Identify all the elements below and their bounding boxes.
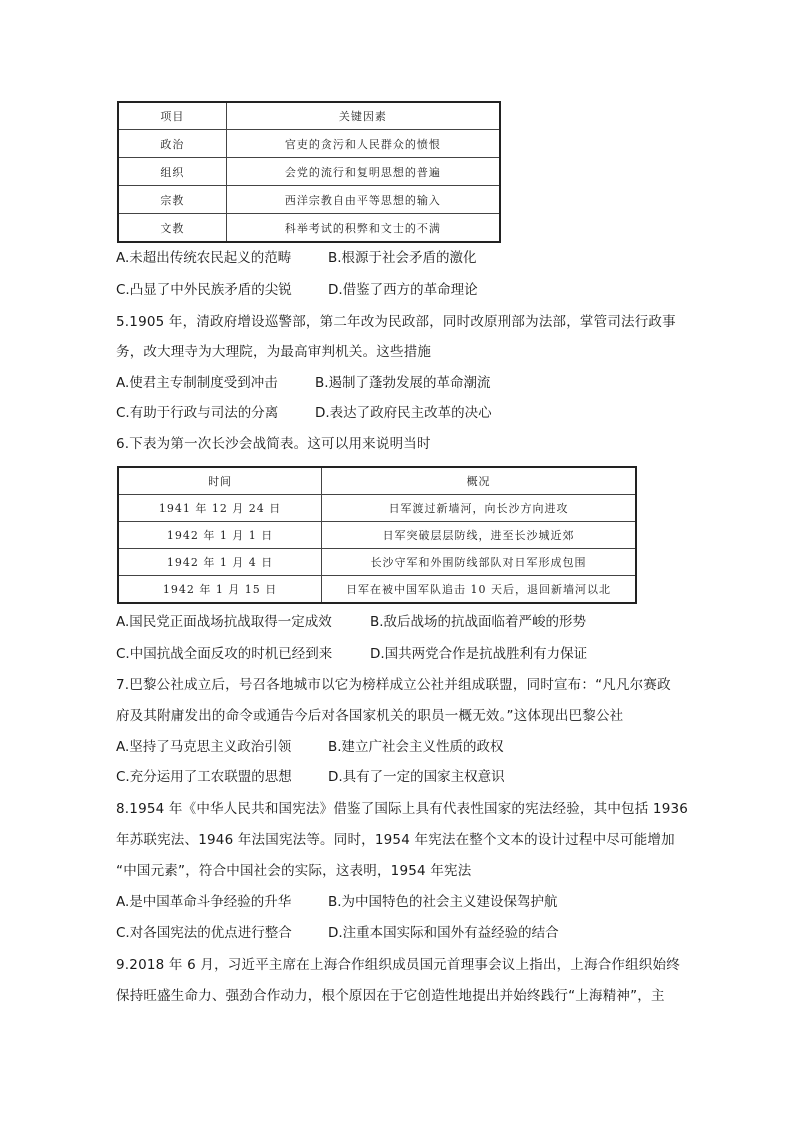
q8-stem-line-2: 年苏联宪法、1946 年法国宪法等。同时，1954 年宪法在整个文本的设计过程中尽可能增加 bbox=[116, 832, 675, 848]
q8-stem-line-1: 8.1954 年《中华人民共和国宪法》借鉴了国际上具有代表性国家的宪法经验，其中包括 1936 bbox=[116, 801, 689, 817]
table-header-cell: 项目 bbox=[118, 102, 226, 130]
q4-option-d: D.借鉴了西方的革命理论 bbox=[328, 282, 478, 298]
table-cell: 1941 年 12 月 24 日 bbox=[118, 495, 322, 522]
table-row bbox=[118, 158, 500, 186]
table-cell: 日军渡过新墙河，向长沙方向进攻 bbox=[322, 495, 636, 522]
q5-stem-line-1: 5.1905 年，清政府增设巡警部，第二年改为民政部，同时改原刑部为法部，掌管司法行政事 bbox=[116, 314, 676, 330]
q9-stem-line-1: 9.2018 年 6 月，习近平主席在上海合作组织成员国元首理事会议上指出，上海合作组织始终 bbox=[116, 957, 680, 973]
q4-option-a: A.未超出传统农民起义的范畴 bbox=[116, 250, 292, 266]
table-cell: 1942 年 1 月 15 日 bbox=[118, 576, 322, 604]
q5-option-b: B.遏制了蓬勃发展的革命潮流 bbox=[315, 375, 491, 391]
q7-stem-line-1: 7.巴黎公社成立后，号召各地城市以它为榜样成立公社并组成联盟，同时宣布：“凡凡尔赛政 bbox=[116, 677, 671, 693]
q8-option-c: C.对各国宪法的优点进行整合 bbox=[116, 925, 292, 941]
q7-option-a: A.坚持了马克思主义政治引领 bbox=[116, 739, 292, 755]
q6-option-c: C.中国抗战全面反攻的时机已经到来 bbox=[116, 646, 333, 662]
q6-option-b: B.敌后战场的抗战面临着严峻的形势 bbox=[370, 614, 587, 630]
table-cell: 西洋宗教自由平等思想的输入 bbox=[226, 186, 500, 214]
q5-option-c: C.有助于行政与司法的分离 bbox=[116, 405, 279, 421]
table-row bbox=[118, 549, 636, 576]
table-cell: 文教 bbox=[118, 214, 226, 243]
q6-option-d: D.国共两党合作是抗战胜利有力保证 bbox=[370, 646, 588, 662]
table-header-cell: 概况 bbox=[322, 467, 636, 495]
table-header-row bbox=[118, 467, 636, 495]
q8-option-d: D.注重本国实际和国外有益经验的结合 bbox=[328, 925, 559, 941]
q4-option-c: C.凸显了中外民族矛盾的尖锐 bbox=[116, 282, 292, 298]
table-cell: 宗教 bbox=[118, 186, 226, 214]
table-row bbox=[118, 186, 500, 214]
table-cell: 科举考试的积弊和文士的不满 bbox=[226, 214, 500, 243]
q7-stem-line-2: 府及其附庸发出的命令或通告今后对各国家机关的职员一概无效。”这体现出巴黎公社 bbox=[116, 708, 624, 724]
q7-option-c: C.充分运用了工农联盟的思想 bbox=[116, 769, 292, 785]
table-cell: 官吏的贪污和人民群众的愤恨 bbox=[226, 130, 500, 158]
table-row bbox=[118, 576, 636, 604]
q9-stem-line-2: 保持旺盛生命力、强劲合作动力，根个原因在于它创造性地提出并始终践行“上海精神”，主 bbox=[116, 988, 665, 1004]
table-header-row bbox=[118, 102, 500, 130]
changsha-battle-table bbox=[117, 466, 637, 604]
table-row bbox=[118, 522, 636, 549]
q7-option-d: D.具有了一定的国家主权意识 bbox=[328, 769, 505, 785]
table-row bbox=[118, 214, 500, 243]
table-cell: 日军突破层层防线，进至长沙城近郊 bbox=[322, 522, 636, 549]
table-cell: 长沙守军和外围防线部队对日军形成包围 bbox=[322, 549, 636, 576]
table-cell: 1942 年 1 月 1 日 bbox=[118, 522, 322, 549]
q5-stem-line-2: 务，改大理寺为大理院，为最高审判机关。这些措施 bbox=[116, 344, 432, 360]
table-cell: 日军在被中国军队追击 10 天后，退回新墙河以北 bbox=[322, 576, 636, 604]
table-row bbox=[118, 130, 500, 158]
q6-stem: 6.下表为第一次长沙会战简表。这可以用来说明当时 bbox=[116, 436, 431, 452]
table-cell: 组织 bbox=[118, 158, 226, 186]
q7-option-b: B.建立广社会主义性质的政权 bbox=[328, 739, 504, 755]
table-cell: 会党的流行和复明思想的普遍 bbox=[226, 158, 500, 186]
table-row bbox=[118, 495, 636, 522]
table-header-cell: 关键因素 bbox=[226, 102, 500, 130]
table-header-cell: 时间 bbox=[118, 467, 322, 495]
table-cell: 1942 年 1 月 4 日 bbox=[118, 549, 322, 576]
q5-option-a: A.使君主专制制度受到冲击 bbox=[116, 375, 278, 391]
q8-option-a: A.是中国革命斗争经验的升华 bbox=[116, 894, 292, 910]
q5-option-d: D.表达了政府民主改革的决心 bbox=[315, 405, 492, 421]
q6-option-a: A.国民党正面战场抗战取得一定成效 bbox=[116, 614, 332, 630]
q8-stem-line-3: “中国元素”，符合中国社会的实际，这表明，1954 年宪法 bbox=[116, 863, 472, 879]
q8-option-b: B.为中国特色的社会主义建设保驾护航 bbox=[328, 894, 558, 910]
factors-table bbox=[117, 101, 501, 243]
table-cell: 政治 bbox=[118, 130, 226, 158]
q4-option-b: B.根源于社会矛盾的激化 bbox=[328, 250, 477, 266]
